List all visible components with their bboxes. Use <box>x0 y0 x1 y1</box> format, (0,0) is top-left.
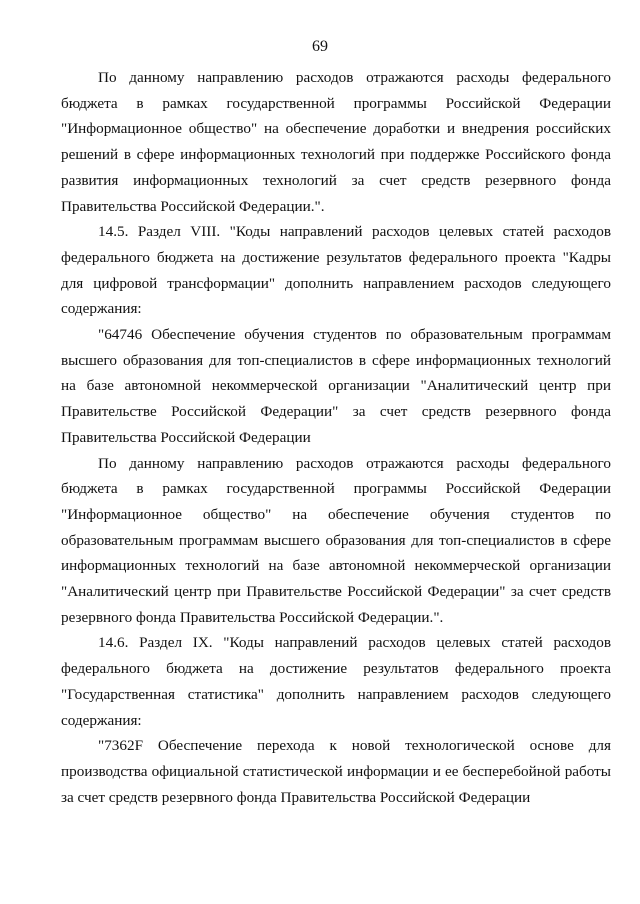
document-body <box>61 65 611 810</box>
paragraph-budget-reflection-it-solutions: По данному направлению расходов отражаются расходы федерального бюджета в рамках государственной программы Российской Федерации "Информационное общество" на обеспечение доработки и внедрения российских решений в сфере информационных технологий при поддержке Российского фонда развития информационных технологий за счет средств резервного фонда Правительства Российской Федерации.". <box>61 69 611 215</box>
paragraph-code-64746: "64746 Обеспечение обучения студентов по образовательным программам высшего образования для топ-специалистов в сфере информационных технологий на базе автономной некоммерческой организации "Аналитический центр при Правительстве Российской Федерации" за счет средств резервного фонда Правительства Российской Федерации <box>61 326 611 446</box>
paragraph-budget-reflection-students: По данному направлению расходов отражаются расходы федерального бюджета в рамках государственной программы Российской Федерации "Информационное общество" на обеспечение обучения студентов по образовательным программам высшего образования для топ-специалистов в сфере информационных технологий на базе автономной некоммерческой организации "Аналитический центр при Правительстве Российской Федерации" за счет средств резервного фонда Правительства Российской Федерации.". <box>61 454 611 626</box>
paragraph-14-6-section-ix: 14.6. Раздел IX. "Коды направлений расходов целевых статей расходов федерального бюджета на достижение результатов федерального проекта "Государственная статистика" дополнить направлением расходов следующего содержания: <box>61 634 611 729</box>
paragraph-14-5-section-viii: 14.5. Раздел VIII. "Коды направлений расходов целевых статей расходов федерального бюджета на достижение результатов федерального проекта "Кадры для цифровой трансформации" дополнить направлением расходов следующего содержания: <box>61 223 611 318</box>
paragraph-code-7362f: "7362F Обеспечение перехода к новой технологической основе для производства официальной статистической информации и ее бесперебойной работы за счет средств резервного фонда Правительства Российской Федерации <box>61 737 611 806</box>
page-number: 69 <box>312 38 328 55</box>
